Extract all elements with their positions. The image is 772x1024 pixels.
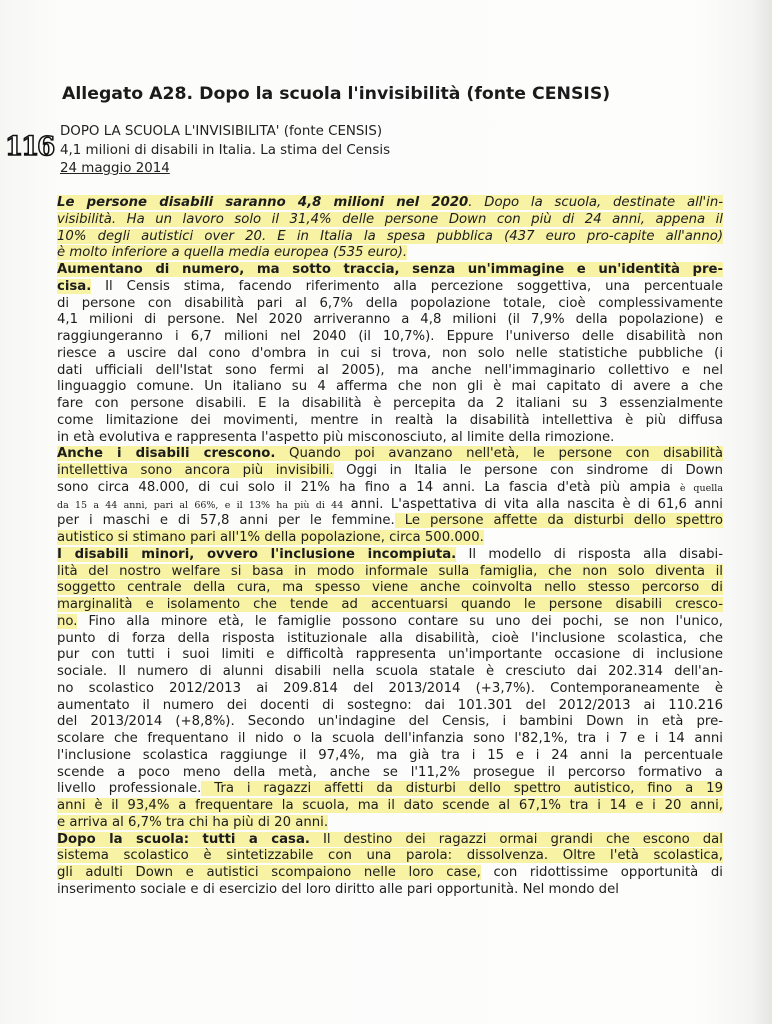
source-block	[60, 123, 500, 179]
body-line	[57, 329, 723, 346]
body-line	[57, 463, 723, 480]
text-run: dati ufficiali dell'Istat sono fermi al 2005), ma anche nell'immaginario collettivo e nel	[57, 362, 723, 378]
body-line	[57, 245, 723, 262]
text-run: riesce a uscire dal cono d'ombra in cui si trova, non solo nelle statistiche pubbliche (i	[57, 345, 723, 361]
text-run: Oggi in Italia le persone con sindrome di Down	[333, 463, 723, 478]
source-date: 24 maggio 2014	[60, 161, 170, 176]
body-line	[57, 212, 723, 229]
text-run: sistema scolastico è sintetizzabile con una parola: dissolvenza. Oltre l'età scolastica,	[57, 848, 723, 864]
body-line	[57, 597, 723, 614]
body-line	[57, 631, 723, 648]
text-run: lità del nostro welfare si basa in modo informale sulla famiglia, che non solo diventa il	[57, 563, 723, 579]
text-run: con ridottissime opportunità di	[480, 865, 723, 880]
text-run: Il destino dei ragazzi ormai grandi che escono dal	[309, 831, 723, 847]
body-line	[57, 497, 723, 514]
text-run: Anche i disabili crescono.	[57, 446, 276, 462]
text-run: intellettiva sono ancora più invisibili.	[57, 463, 334, 478]
text-run: pur con tutti i suoi limiti e difficoltà rappresenta un'importante occasione di inclusione	[57, 647, 723, 663]
text-run: Il modello di risposta alla disabi-	[456, 546, 723, 562]
text-run: anni. L'aspettativa di vita alla nascita è di 61,6 anni	[343, 496, 723, 512]
body-line	[57, 848, 723, 865]
text-run: no scolastico 2012/2013 ai 209.814 del 2013/2014 (+3,7%). Contemporaneamente è	[57, 680, 723, 696]
text-run: scolare che frequentano il nido o la scuola dell'infanzia sono l'82,1%, tra i 7 e i 14 anni	[57, 731, 723, 746]
body-line	[57, 312, 723, 329]
text-run: no.	[57, 613, 78, 629]
text-run: anni è il 93,4% a frequentare la scuola, ma il dato scende al 67,1% tra i 14 e i 20 anni,	[57, 798, 723, 813]
text-run: del 2013/2014 (+8,8%). Secondo un'indagine del Censis, i bambini Down in età pre-	[57, 714, 723, 730]
body-line	[57, 798, 723, 815]
text-run: Fino alla minore età, le famiglie possono contare su uno dei pochi, se non l'unico,	[77, 613, 723, 629]
text-run: 10% degli autistici over 20. E in Italia la spesa pubblica (437 euro pro-capite all'anno)	[57, 228, 723, 244]
body-line	[57, 346, 723, 363]
body-line	[57, 262, 723, 279]
text-run: cisa.	[57, 278, 92, 294]
text-run: sociale. Il numero di alunni disabili nella scuola statale è cresciuto dai 202.314 dell'an-	[57, 664, 723, 679]
body-line	[57, 564, 723, 581]
body-line	[57, 647, 723, 664]
body-line	[57, 882, 723, 899]
body-line	[57, 664, 723, 681]
body-line	[57, 547, 723, 564]
text-run: 4,1 milioni di persone. Nel 2020 arriveranno a 4,8 milioni (il 7,9% della popolazione) e	[57, 312, 723, 328]
text-run: visibilità. Ha un lavoro solo il 31,4% delle persone Down con più di 24 anni, appena il	[57, 211, 723, 227]
body-line	[57, 714, 723, 731]
body-line	[57, 296, 723, 313]
text-run: Tra i ragazzi affetti da disturbi dello spettro autistico, fino a 19	[201, 781, 723, 797]
text-run: Le persone disabili saranno 4,8 milioni nel 2020	[57, 195, 469, 210]
body-line	[57, 480, 723, 497]
text-run: in età evolutiva e rappresenta l'aspetto più misconosciuto, al limite della rimozione.	[57, 429, 615, 445]
text-run: fare con persone disabili. E la disabilità è percepita da 2 italiani su 3 essenzialmente	[57, 396, 723, 411]
body-line	[57, 513, 723, 530]
body-line	[57, 379, 723, 396]
text-run: è quella	[679, 482, 723, 494]
text-run: gli adulti Down e autistici scompaiono nelle loro case,	[57, 865, 481, 880]
text-run: autistico si stimano pari all'1% della popolazione, circa 500.000.	[57, 530, 484, 545]
text-run: Quando poi avanzano nell'età, le persone con disabilità	[275, 446, 723, 462]
body-line	[57, 865, 723, 882]
body-line	[57, 229, 723, 246]
text-run: e arriva al 6,7% tra chi ha più di 20 anni.	[57, 814, 329, 830]
text-run: punto di forza della risposta istituzionale alla disabilità, cioè l'inclusione scolastica, che	[57, 630, 723, 646]
attachment-title: Allegato A28. Dopo la scuola l'invisibilità (fonte CENSIS)	[62, 84, 611, 104]
body-line	[57, 614, 723, 631]
body-line	[57, 765, 723, 782]
text-run: aumentato il numero dei docenti di sostegno: dai 101.301 del 2012/2013 ai 110.216	[57, 697, 723, 713]
body-line	[57, 815, 723, 832]
page-edge-shadow	[750, 0, 772, 1024]
source-heading: DOPO LA SCUOLA L'INVISIBILITA' (fonte CENSIS)	[60, 124, 383, 139]
text-run: di persone con disabilità pari al 6,7% della popolazione totale, cioè complessivamente	[57, 295, 723, 311]
body-line	[57, 681, 723, 698]
text-run: sono circa 48.000, di cui solo il 21% ha fino a 14 anni. La fascia d'età più ampia	[57, 479, 680, 495]
body-line	[57, 781, 723, 798]
text-run: scende a poco meno della metà, anche se l'11,2% prosegue il percorso formativo a	[57, 764, 723, 780]
text-run: . Dopo la scuola, destinate all'in-	[468, 195, 723, 210]
text-run: come limitazione dei movimenti, mentre in realtà la disabilità intellettiva è più diffusa	[57, 412, 723, 428]
text-run: per i maschi e di 57,8 anni per le femmine.	[57, 513, 395, 529]
body-line	[57, 195, 723, 212]
text-run: I disabili minori, ovvero l'inclusione incompiuta.	[57, 546, 457, 562]
text-run: soggetto centrale della cura, ma spesso viene anche coinvolta nello stesso percorso di	[57, 580, 723, 596]
text-run: livello professionale.	[57, 781, 202, 797]
text-run: l'inclusione scolastica raggiunge il 97,4%, ma già tra i 15 e i 24 anni la percentuale	[57, 747, 723, 763]
body-line	[57, 413, 723, 430]
body-line	[57, 731, 723, 748]
page-number: 116	[5, 132, 54, 162]
body-line	[57, 832, 723, 849]
text-run: inserimento sociale e di esercizio del loro diritto alle pari opportunità. Nel mondo del	[57, 881, 619, 897]
body-line	[57, 430, 723, 447]
body-line	[57, 279, 723, 296]
text-run: marginalità e isolamento che tende ad accentuarsi quando le persone disabili cresco-	[57, 597, 723, 612]
text-run: raggiungeranno i 6,7 milioni nel 2040 (il 10,7%). Eppure l'universo delle disabilità non	[57, 329, 723, 344]
body-line	[57, 748, 723, 765]
source-subheading: 4,1 milioni di disabili in Italia. La stima del Censis	[60, 142, 391, 158]
text-run: Il Censis stima, facendo riferimento alla percezione soggettiva, una percentuale	[91, 278, 723, 294]
text-run: è molto inferiore a quella media europea (535 euro).	[57, 245, 408, 261]
text-run: linguaggio comune. Un italiano su 4 afferma che non gli è mai capitato di avere a che	[57, 379, 723, 395]
body-line	[57, 698, 723, 715]
text-run: da 15 a 44 anni, pari al 66%, e il 13% ha più di 44	[57, 499, 344, 511]
body-line	[57, 530, 723, 547]
body-line	[57, 446, 723, 463]
body-line	[57, 363, 723, 380]
article-body	[57, 195, 723, 899]
text-run: Le persone affette da disturbi dello spettro	[394, 513, 723, 529]
text-run: Dopo la scuola: tutti a casa.	[57, 831, 310, 847]
text-run: Aumentano di numero, ma sotto traccia, senza un'immagine e un'identità pre-	[57, 262, 723, 277]
body-line	[57, 396, 723, 413]
body-line	[57, 580, 723, 597]
